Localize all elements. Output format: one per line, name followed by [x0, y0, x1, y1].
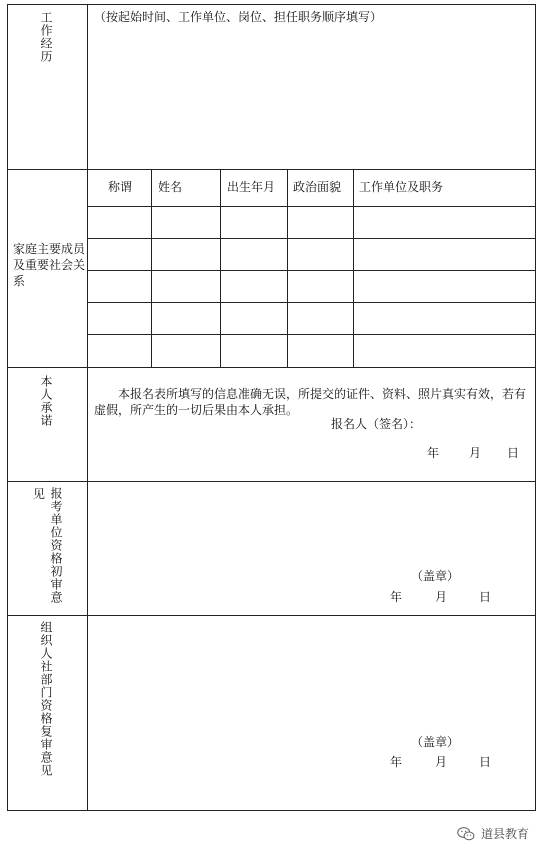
label-column-divider: [87, 5, 88, 810]
family-col-line: [353, 169, 354, 367]
final-review-year: 年: [390, 755, 403, 769]
family-row-line: [87, 270, 535, 271]
family-header-birth: 出生年月: [227, 180, 276, 194]
family-row-line: [87, 238, 535, 239]
initial-review-label-side: 见: [33, 487, 46, 501]
family-col-line: [287, 169, 288, 367]
watermark-text: 道县教育: [480, 827, 529, 841]
final-review-day: 日: [479, 755, 492, 769]
initial-review-day: 日: [479, 590, 492, 604]
family-row-line: [87, 206, 535, 207]
registration-form: [7, 4, 536, 811]
final-review-month: 月: [435, 755, 448, 769]
family-label: 家庭主要成员及重要社会关系: [13, 242, 86, 288]
wechat-icon: [457, 826, 475, 842]
family-row-line: [87, 334, 535, 335]
pledge-day: 日: [507, 446, 520, 460]
work-label: 工作经历: [39, 11, 53, 63]
pledge-year: 年: [427, 446, 440, 460]
family-header-employer: 工作单位及职务: [359, 180, 444, 194]
pledge-text: 本报名表所填写的信息准确无误，所提交的证件、资料、照片真实有效，若有虚假，所产生的一切后果由本人承担。: [94, 387, 527, 417]
pledge-label: 本人承诺: [39, 375, 53, 427]
pledge-signer: 报名人（签名）：: [331, 417, 422, 431]
pledge-month: 月: [469, 446, 482, 460]
family-col-line: [151, 169, 152, 367]
work-hint: （按起始时间、工作单位、岗位、担任职务顺序填写）: [94, 10, 383, 24]
family-header-name: 姓名: [158, 180, 183, 194]
family-header-relation: 称谓: [108, 180, 133, 194]
initial-review-label: 报考单位资格初审意: [49, 487, 63, 604]
initial-review-year: 年: [390, 590, 403, 604]
final-review-label: 组织人社部门资格复审意见: [39, 621, 53, 777]
family-row-line: [87, 302, 535, 303]
final-review-seal: （盖章）: [411, 735, 460, 749]
watermark: [457, 825, 529, 842]
family-col-line: [220, 169, 221, 367]
initial-review-month: 月: [435, 590, 448, 604]
initial-review-seal: （盖章）: [411, 569, 460, 583]
family-header-political: 政治面貌: [293, 180, 342, 194]
